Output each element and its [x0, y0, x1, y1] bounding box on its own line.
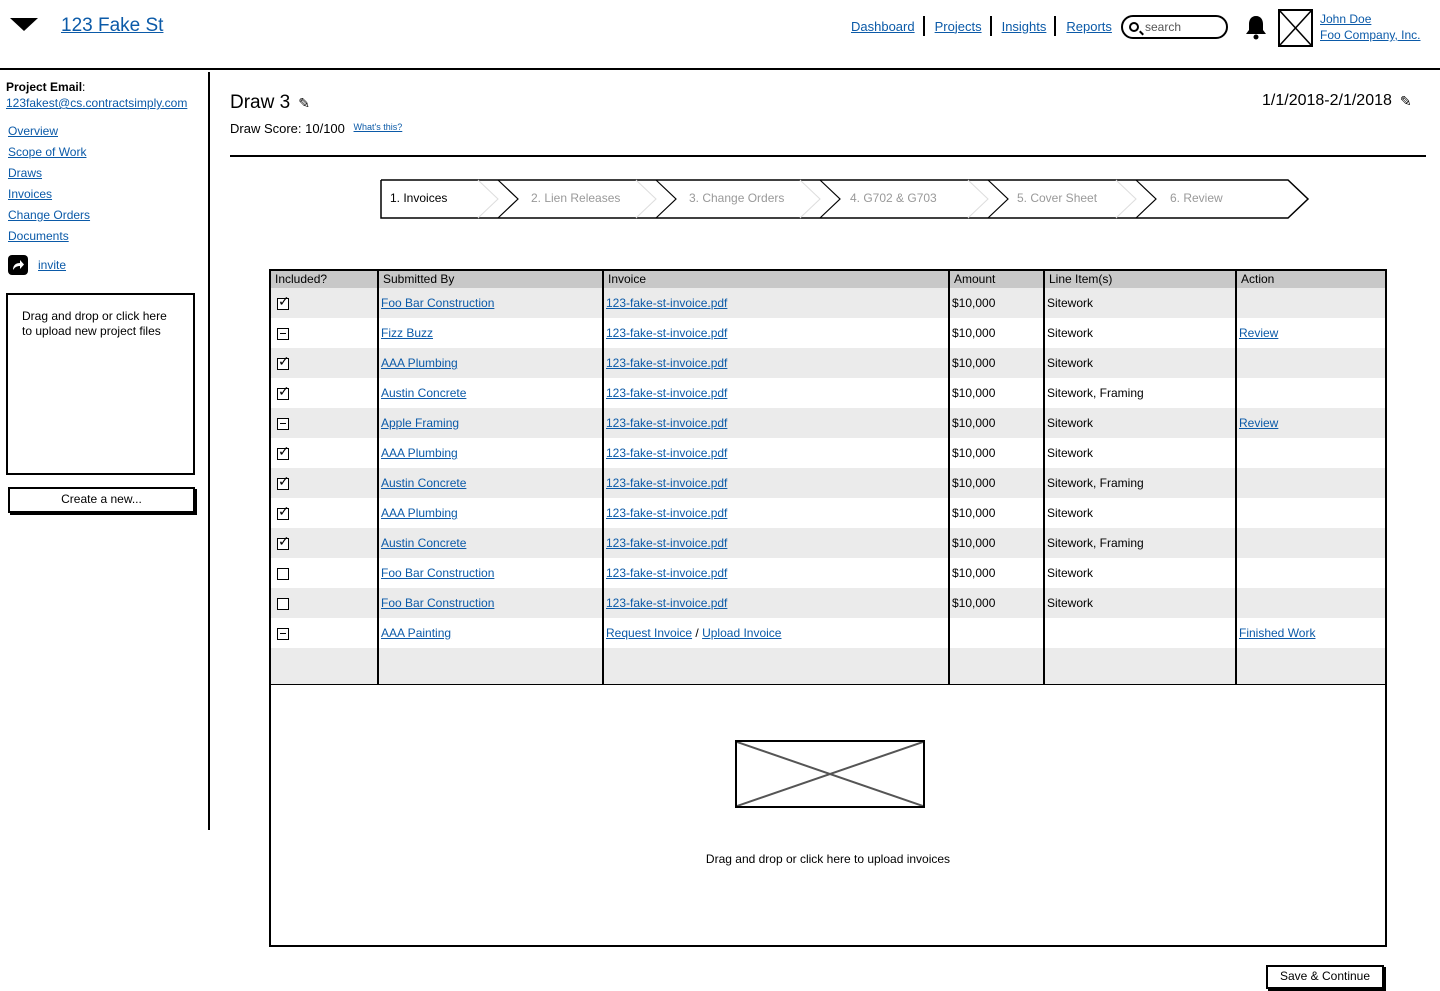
- sidebar-item-change-orders[interactable]: Change Orders: [8, 208, 91, 222]
- invoice-file-link[interactable]: 123-fake-st-invoice.pdf: [606, 536, 728, 550]
- table-header-row: [271, 271, 1385, 288]
- invoice-file-link[interactable]: 123-fake-st-invoice.pdf: [606, 326, 728, 340]
- line-items-value: Sitework: [1047, 446, 1094, 460]
- sidebar-nav: [8, 124, 90, 250]
- included-checkbox[interactable]: [277, 418, 289, 430]
- col-action: Action: [1236, 271, 1385, 288]
- nav-dashboard[interactable]: Dashboard: [851, 18, 915, 34]
- table-row: [271, 528, 1385, 558]
- included-checkbox[interactable]: [277, 598, 289, 610]
- draw-score: [230, 121, 402, 136]
- nav-divider: [1054, 16, 1056, 36]
- submitter-link[interactable]: Foo Bar Construction: [381, 566, 495, 580]
- submitter-link[interactable]: Austin Concrete: [381, 536, 467, 550]
- nav-projects[interactable]: Projects: [934, 18, 982, 34]
- col-line-items: Line Item(s): [1044, 271, 1236, 288]
- included-checkbox[interactable]: [277, 358, 289, 370]
- invoice-file-link[interactable]: 123-fake-st-invoice.pdf: [606, 446, 728, 460]
- submitter-link[interactable]: AAA Plumbing: [381, 506, 458, 520]
- project-email-link[interactable]: 123fakest@cs.contractsimply.com: [6, 96, 188, 110]
- image-placeholder-icon: [737, 742, 923, 806]
- submitter-link[interactable]: Apple Framing: [381, 416, 460, 430]
- submitter-link[interactable]: Austin Concrete: [381, 476, 467, 490]
- line-items-value: Sitework, Framing: [1047, 386, 1144, 400]
- sidebar-item-overview[interactable]: Overview: [8, 124, 59, 138]
- invoice-file-link[interactable]: 123-fake-st-invoice.pdf: [606, 296, 728, 310]
- user-name-link[interactable]: John Doe: [1320, 12, 1372, 26]
- included-checkbox[interactable]: [277, 508, 289, 520]
- project-title-link[interactable]: 123 Fake St: [61, 15, 164, 36]
- table-row: [271, 498, 1385, 528]
- row-action-link[interactable]: Review: [1239, 326, 1279, 340]
- table-row: [271, 558, 1385, 588]
- company-link[interactable]: Foo Company, Inc.: [1320, 28, 1421, 42]
- draw-score-text: Draw Score: 10/100: [230, 121, 345, 136]
- included-checkbox[interactable]: [277, 478, 289, 490]
- included-checkbox[interactable]: [277, 628, 289, 640]
- invoice-file-link[interactable]: 123-fake-st-invoice.pdf: [606, 416, 728, 430]
- link-separator: /: [695, 626, 699, 640]
- upload-placeholder-image: [735, 740, 925, 808]
- included-checkbox[interactable]: [277, 388, 289, 400]
- finished-work-link[interactable]: Finished Work: [1239, 626, 1316, 640]
- line-items-value: Sitework, Framing: [1047, 536, 1144, 550]
- empty-row: [271, 648, 1385, 684]
- search-input[interactable]: [1121, 15, 1228, 39]
- included-checkbox[interactable]: [277, 328, 289, 340]
- step-invoices[interactable]: 1. Invoices: [390, 191, 448, 205]
- amount-value: $10,000: [952, 296, 996, 310]
- invoice-file-link[interactable]: 123-fake-st-invoice.pdf: [606, 566, 728, 580]
- submitter-link[interactable]: Austin Concrete: [381, 386, 467, 400]
- included-checkbox[interactable]: [277, 448, 289, 460]
- menu-dropdown-icon[interactable]: [10, 18, 38, 31]
- line-items-value: Sitework: [1047, 326, 1094, 340]
- upload-dropzone-text: Drag and drop or click here to upload invoices: [705, 852, 951, 866]
- whats-this-link[interactable]: What's this?: [353, 122, 403, 132]
- avatar-placeholder-icon: [1280, 11, 1311, 45]
- amount-value: $10,000: [952, 476, 996, 490]
- project-email-label: Project Email:: [6, 80, 86, 94]
- submitter-link[interactable]: Foo Bar Construction: [381, 296, 495, 310]
- nav-reports[interactable]: Reports: [1066, 18, 1112, 34]
- line-items-value: Sitework: [1047, 416, 1094, 430]
- col-invoice: Invoice: [603, 271, 949, 288]
- table-row: [271, 378, 1385, 408]
- save-continue-button[interactable]: Save & Continue: [1266, 965, 1384, 989]
- invoice-file-link[interactable]: 123-fake-st-invoice.pdf: [606, 506, 728, 520]
- included-checkbox[interactable]: [277, 538, 289, 550]
- submitter-link[interactable]: AAA Plumbing: [381, 446, 458, 460]
- table-row: [271, 408, 1385, 438]
- amount-value: $10,000: [952, 536, 996, 550]
- main-nav: [849, 16, 1120, 36]
- line-items-value: Sitework: [1047, 356, 1094, 370]
- table-row: [271, 348, 1385, 378]
- sidebar-item-draws[interactable]: Draws: [8, 166, 43, 180]
- invoice-file-link[interactable]: 123-fake-st-invoice.pdf: [606, 386, 728, 400]
- sidebar-item-documents[interactable]: Documents: [8, 229, 69, 243]
- request-invoice-link[interactable]: Request Invoice: [606, 626, 693, 640]
- nav-divider: [923, 16, 925, 36]
- submitter-link[interactable]: Foo Bar Construction: [381, 596, 495, 610]
- amount-value: $10,000: [952, 386, 996, 400]
- user-avatar[interactable]: [1278, 9, 1313, 47]
- sidebar: [0, 72, 210, 830]
- step-g702-g703[interactable]: 4. G702 & G703: [850, 191, 937, 205]
- nav-divider: [990, 16, 992, 36]
- amount-value: $10,000: [952, 506, 996, 520]
- included-checkbox[interactable]: [277, 298, 289, 310]
- notification-bell-icon[interactable]: [1244, 14, 1268, 40]
- col-submitted-by: Submitted By: [378, 271, 603, 288]
- line-items-value: Sitework, Framing: [1047, 476, 1144, 490]
- amount-value: $10,000: [952, 356, 996, 370]
- included-checkbox[interactable]: [277, 568, 289, 580]
- sidebar-item-invoices[interactable]: Invoices: [8, 187, 53, 201]
- line-items-value: Sitework: [1047, 596, 1094, 610]
- invoice-file-link[interactable]: 123-fake-st-invoice.pdf: [606, 596, 728, 610]
- col-amount: Amount: [949, 271, 1044, 288]
- line-items-value: Sitework: [1047, 506, 1094, 520]
- share-icon[interactable]: [8, 255, 28, 275]
- step-change-orders[interactable]: 3. Change Orders: [689, 191, 785, 205]
- invoice-file-link[interactable]: 123-fake-st-invoice.pdf: [606, 476, 728, 490]
- amount-value: $10,000: [952, 416, 996, 430]
- draw-title-text: Draw 3: [230, 92, 291, 113]
- amount-value: $10,000: [952, 596, 996, 610]
- line-items-value: Sitework: [1047, 566, 1094, 580]
- table-row: [271, 288, 1385, 318]
- search-icon: [1129, 22, 1139, 32]
- divider: [230, 155, 1426, 157]
- pending-invoice-row: [271, 618, 1385, 648]
- nav-insights[interactable]: Insights: [1001, 18, 1047, 34]
- table-row: [271, 468, 1385, 498]
- invoice-file-link[interactable]: 123-fake-st-invoice.pdf: [606, 356, 728, 370]
- date-range-text: 1/1/2018-2/1/2018: [1262, 92, 1392, 109]
- col-included: Included?: [271, 271, 378, 288]
- step-cover-sheet[interactable]: 5. Cover Sheet: [1017, 191, 1098, 205]
- table-row: [271, 318, 1385, 348]
- date-range: [1262, 92, 1412, 110]
- project-files-dropzone[interactable]: [6, 293, 195, 475]
- table-row: [271, 588, 1385, 618]
- edit-pencil-icon[interactable]: ✎: [298, 94, 310, 111]
- upload-invoice-link[interactable]: Upload Invoice: [702, 626, 782, 640]
- search-placeholder: search: [1145, 20, 1182, 34]
- invite-link[interactable]: invite: [38, 258, 67, 272]
- create-new-button[interactable]: Create a new...: [8, 487, 195, 513]
- step-review[interactable]: 6. Review: [1170, 191, 1223, 205]
- amount-value: $10,000: [952, 566, 996, 580]
- invite-row: [8, 255, 66, 275]
- top-header: [0, 0, 1440, 70]
- wizard-steps: [380, 179, 1310, 219]
- project-files-dropzone-text: Drag and drop or click here to upload new project files: [22, 309, 167, 338]
- submitter-link[interactable]: AAA Painting: [381, 626, 452, 640]
- line-items-value: Sitework: [1047, 296, 1094, 310]
- user-info: [1320, 11, 1421, 43]
- row-action-link[interactable]: Review: [1239, 416, 1279, 430]
- invoices-table: [269, 269, 1387, 685]
- submitter-link[interactable]: AAA Plumbing: [381, 356, 458, 370]
- edit-date-pencil-icon[interactable]: ✎: [1399, 92, 1412, 109]
- table-row: [271, 438, 1385, 468]
- step-lien-releases[interactable]: 2. Lien Releases: [531, 191, 621, 205]
- amount-value: $10,000: [952, 326, 996, 340]
- submitter-link[interactable]: Fizz Buzz: [381, 326, 434, 340]
- sidebar-item-scope-of-work[interactable]: Scope of Work: [8, 145, 87, 159]
- amount-value: $10,000: [952, 446, 996, 460]
- project-email-label-text: Project Email: [6, 80, 83, 94]
- invoice-upload-dropzone[interactable]: [269, 684, 1387, 947]
- draw-title: [230, 92, 310, 114]
